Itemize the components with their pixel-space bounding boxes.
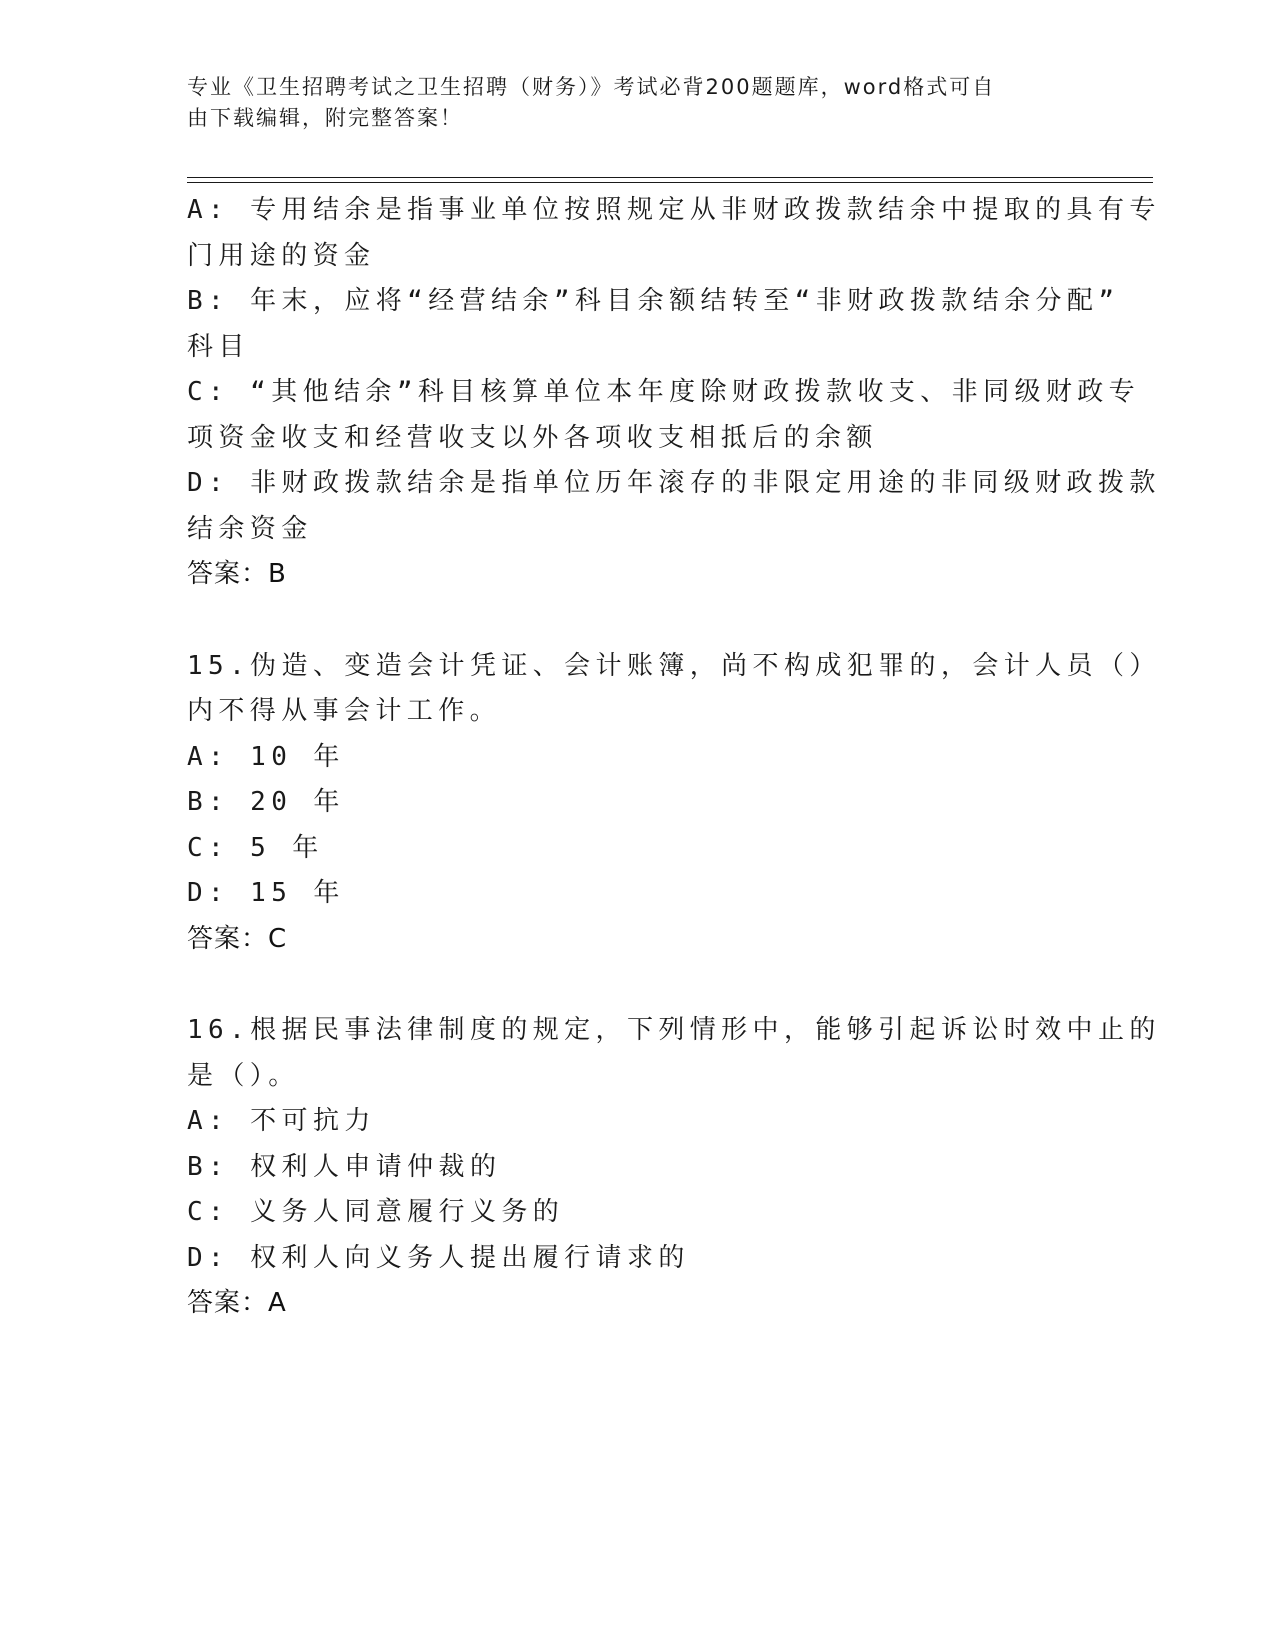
header-line-2: 由下载编辑，附完整答案！ <box>187 106 463 130</box>
question-body <box>187 188 1161 1327</box>
question-stem-line-1: 15.伪造、变造会计凭证、会计账簿，尚不构成犯罪的，会计人员（） <box>187 650 1161 681</box>
header-divider-top <box>187 177 1153 178</box>
question-14 <box>187 188 1161 598</box>
question-15 <box>187 644 1161 963</box>
option-b: B: 权利人申请仲裁的 <box>187 1151 502 1182</box>
option-c: C: 义务人同意履行义务的 <box>187 1197 565 1227</box>
option-a-line-1: A: 专用结余是指事业单位按照规定从非财政拨款结余中提取的具有专 <box>187 195 1161 225</box>
option-d: D: 15 年 <box>187 878 345 908</box>
question-stem-line-2: 内不得从事会计工作。 <box>187 696 502 726</box>
option-d-line-1: D: 非财政拨款结余是指单位历年滚存的非限定用途的非同级财政拨款 <box>187 468 1161 498</box>
option-c: C: 5 年 <box>187 832 324 863</box>
question-stem-line-1: 16.根据民事法律制度的规定，下列情形中，能够引起诉讼时效中止的 <box>187 1015 1161 1045</box>
option-c-line-1: C: “其他结余”科目核算单位本年度除财政拨款收支、非同级财政专 <box>187 377 1141 407</box>
option-a: A: 不可抗力 <box>187 1106 376 1136</box>
option-d: D: 权利人向义务人提出履行请求的 <box>187 1242 690 1273</box>
question-16 <box>187 1008 1161 1327</box>
answer-line: 答案：A <box>187 1288 287 1318</box>
option-c-line-2: 项资金收支和经营收支以外各项收支相抵后的余额 <box>187 422 878 453</box>
option-b-line-2: 科目 <box>187 331 250 362</box>
option-d-line-2: 结余资金 <box>187 513 313 544</box>
header-divider-bottom <box>187 182 1153 183</box>
question-stem-line-2: 是（）。 <box>187 1060 300 1091</box>
option-b-line-1: B: 年末，应将“经营结余”科目余额结转至“非财政拨款结余分配” <box>187 286 1120 316</box>
header-line-1: 专业《卫生招聘考试之卫生招聘（财务）》考试必背200题题库，word格式可自 <box>187 75 996 99</box>
answer-line: 答案：B <box>187 559 287 589</box>
option-b: B: 20 年 <box>187 787 345 817</box>
option-a: A: 10 年 <box>187 741 345 772</box>
option-a-line-2: 门用途的资金 <box>187 240 376 271</box>
answer-line: 答案：C <box>187 923 288 954</box>
document-header <box>187 72 1067 134</box>
